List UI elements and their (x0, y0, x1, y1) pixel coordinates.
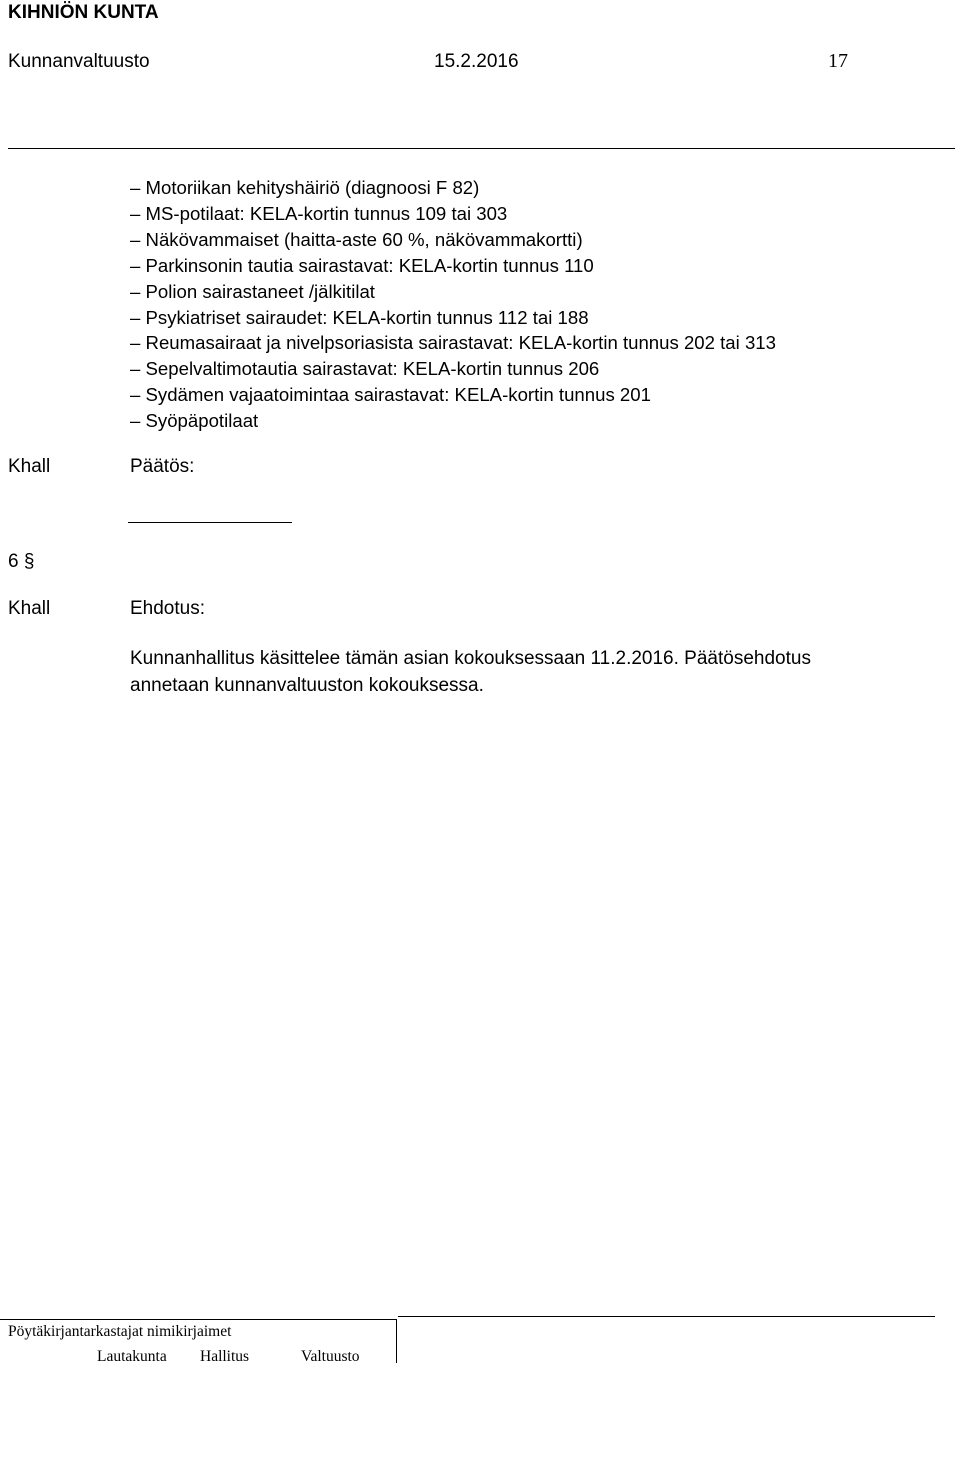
header-divider (8, 148, 955, 149)
proposal-body-code: Khall (8, 598, 51, 619)
list-item: – MS-potilaat: KELA-kortin tunnus 109 tai 303 (130, 201, 776, 227)
footer-label-government: Hallitus (200, 1348, 250, 1365)
decision-body-code: Khall (8, 456, 51, 477)
proposal-text (130, 645, 811, 699)
list-item: – Parkinsonin tautia sairastavat: KELA-kortin tunnus 110 (130, 253, 776, 279)
page-number: 17 (828, 50, 848, 72)
meeting-body-name: Kunnanvaltuusto (8, 51, 150, 72)
list-item: – Motoriikan kehityshäiriö (diagnoosi F 82) (130, 175, 776, 201)
list-item: – Sepelvaltimotautia sairastavat: KELA-kortin tunnus 206 (130, 356, 776, 382)
footer-label-board: Lautakunta (97, 1348, 167, 1365)
list-item: – Sydämen vajaatoimintaa sairastavat: KELA-kortin tunnus 201 (130, 382, 776, 408)
list-item: – Psykiatriset sairaudet: KELA-kortin tunnus 112 tai 188 (130, 305, 776, 331)
footer-label-council: Valtuusto (301, 1348, 360, 1365)
meeting-date: 15.2.2016 (434, 51, 519, 72)
decision-label: Päätös: (130, 456, 195, 477)
list-item: – Reumasairaat ja nivelpsoriasista sairastavat: KELA-kortin tunnus 202 tai 313 (130, 330, 776, 356)
organization-name: KIHNIÖN KUNTA (8, 2, 159, 23)
proposal-label: Ehdotus: (130, 598, 205, 619)
footer-title: Pöytäkirjantarkastajat nimikirjaimet (8, 1323, 232, 1340)
list-item: – Syöpäpotilaat (130, 408, 776, 434)
footer-divider (398, 1316, 935, 1317)
proposal-text-line: Kunnanhallitus käsittelee tämän asian kokouksessaan 11.2.2016. Päätösehdotus (130, 648, 811, 669)
list-item: – Näkövammaiset (haitta-aste 60 %, näkövammakortti) (130, 227, 776, 253)
disease-list (130, 175, 776, 434)
list-item: – Polion sairastaneet /jälkitilat (130, 279, 776, 305)
proposal-text-line: annetaan kunnanvaltuuston kokouksessa. (130, 675, 484, 696)
section-number: 6 § (8, 551, 35, 572)
section-divider (128, 522, 292, 523)
